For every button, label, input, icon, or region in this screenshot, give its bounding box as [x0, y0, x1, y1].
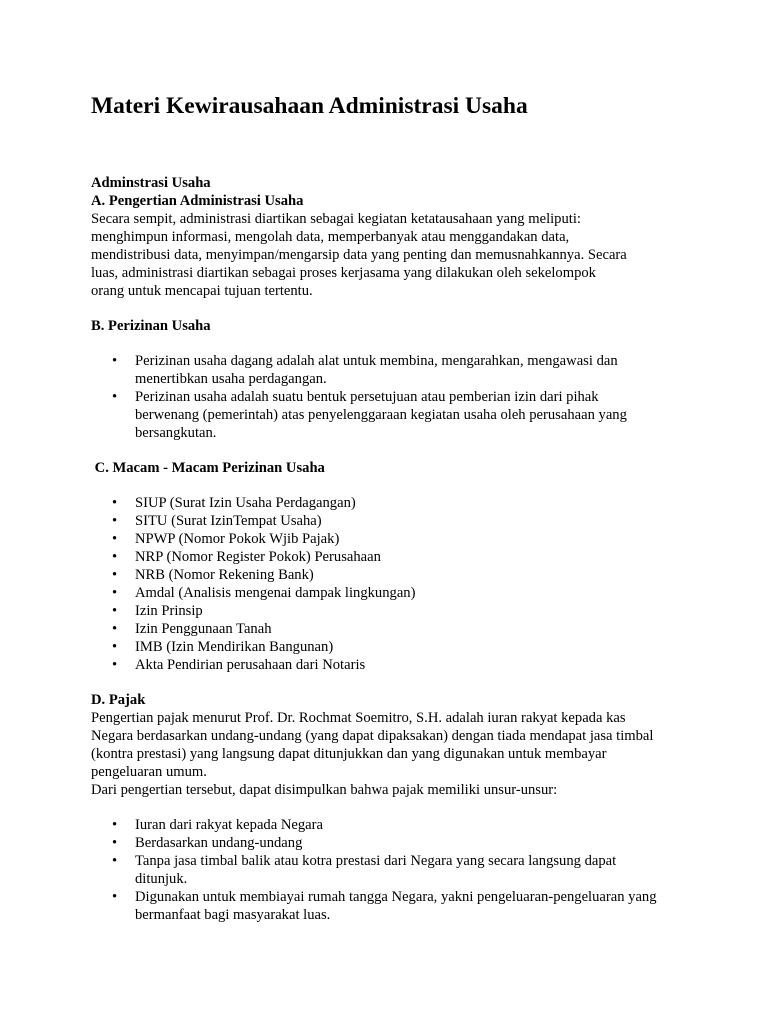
list-item-line: Tanpa jasa timbal balik atau kotra prestasi dari Negara yang secara langsung dapat: [135, 853, 617, 869]
list-item-line: Digunakan untuk membiayai rumah tangga Negara, yakni pengeluaran-pengeluaran yang: [135, 889, 657, 905]
section-d-line: Dari pengertian tersebut, dapat disimpulkan bahwa pajak memiliki unsur-unsur:: [91, 782, 558, 798]
list-item-line: Iuran dari rakyat kepada Negara: [135, 817, 323, 833]
bullet-icon: •: [112, 585, 118, 601]
page-title: Materi Kewirausahaan Administrasi Usaha: [91, 93, 528, 119]
list-item: [91, 352, 695, 388]
list-item: [91, 494, 695, 512]
list-item-text: NRB (Nomor Rekening Bank): [135, 567, 314, 583]
list-item: [91, 834, 695, 852]
list-item: [91, 620, 695, 638]
list-item: [91, 638, 695, 656]
section-a-line: luas, administrasi diartikan sebagai proses kerjasama yang dilakukan oleh sekelompok: [91, 265, 596, 281]
bullet-icon: •: [112, 513, 118, 529]
bullet-icon: •: [112, 853, 118, 869]
list-item-text: IMB (Izin Mendirikan Bangunan): [135, 639, 334, 655]
list-item: [91, 530, 695, 548]
section-c-heading: C. Macam - Macam Perizinan Usaha: [91, 460, 325, 476]
bullet-icon: •: [112, 353, 118, 369]
list-item: [91, 656, 695, 674]
list-item-text: Izin Penggunaan Tanah: [135, 621, 272, 637]
section-d-line: Pengertian pajak menurut Prof. Dr. Rochmat Soemitro, S.H. adalah iuran rakyat kepada kas: [91, 710, 626, 726]
section-a-paragraph: [91, 210, 691, 300]
list-item-line: Berdasarkan undang-undang: [135, 835, 303, 851]
bullet-icon: •: [112, 657, 118, 673]
section-d-paragraph: [91, 709, 691, 799]
list-item: [91, 888, 695, 924]
list-item: [91, 816, 695, 834]
section-a-heading: A. Pengertian Administrasi Usaha: [91, 193, 304, 209]
list-item-text: Akta Pendirian perusahaan dari Notaris: [135, 657, 366, 673]
section-d-line: (kontra prestasi) yang langsung dapat ditunjukkan dan yang digunakan untuk membayar: [91, 746, 607, 762]
section-b-heading: B. Perizinan Usaha: [91, 318, 211, 334]
list-item: [91, 584, 695, 602]
bullet-icon: •: [112, 817, 118, 833]
section-d-heading: D. Pajak: [91, 692, 146, 708]
bullet-icon: •: [112, 621, 118, 637]
list-item: [91, 566, 695, 584]
list-item-line: ditunjuk.: [135, 871, 188, 887]
list-item-text: SIUP (Surat Izin Usaha Perdagangan): [135, 495, 356, 511]
list-item: [91, 852, 695, 888]
bullet-icon: •: [112, 889, 118, 905]
section-a-line: Secara sempit, administrasi diartikan sebagai kegiatan ketatausahaan yang meliputi:: [91, 211, 581, 227]
section-d-line: Negara berdasarkan undang-undang (yang dapat dipaksakan) dengan tiada mendapat jasa timbal: [91, 728, 654, 744]
list-item-line: berwenang (pemerintah) atas penyelenggaraan kegiatan usaha oleh perusahaan yang: [135, 407, 627, 423]
list-item-line: Perizinan usaha adalah suatu bentuk persetujuan atau pemberian izin dari pihak: [135, 389, 599, 405]
list-item-line: Perizinan usaha dagang adalah alat untuk membina, mengarahkan, mengawasi dan: [135, 353, 618, 369]
section-d-line: pengeluaran umum.: [91, 764, 207, 780]
bullet-icon: •: [112, 531, 118, 547]
list-item: [91, 602, 695, 620]
document-body: [91, 174, 691, 924]
bullet-icon: •: [112, 835, 118, 851]
list-item-text: SITU (Surat IzinTempat Usaha): [135, 513, 322, 529]
bullet-icon: •: [112, 603, 118, 619]
bullet-icon: •: [112, 389, 118, 405]
bullet-icon: •: [112, 567, 118, 583]
list-item-text: NPWP (Nomor Pokok Wjib Pajak): [135, 531, 340, 547]
list-item-line: bersangkutan.: [135, 425, 217, 441]
section-b-list: [91, 352, 691, 442]
section-c-list: [91, 494, 691, 674]
bullet-icon: •: [112, 495, 118, 511]
section-d-list: [91, 816, 691, 924]
list-item-text: Izin Prinsip: [135, 603, 203, 619]
bullet-icon: •: [112, 639, 118, 655]
list-item-text: NRP (Nomor Register Pokok) Perusahaan: [135, 549, 381, 565]
section-a-line: orang untuk mencapai tujuan tertentu.: [91, 283, 313, 299]
list-item-text: Amdal (Analisis mengenai dampak lingkungan): [135, 585, 416, 601]
section-a-line: mendistribusi data, menyimpan/mengarsip data yang penting dan memusnahkannya. Secara: [91, 247, 627, 263]
list-item: [91, 388, 695, 442]
list-item: [91, 548, 695, 566]
bullet-icon: •: [112, 549, 118, 565]
intro-heading: Adminstrasi Usaha: [91, 175, 211, 191]
list-item-line: menertibkan usaha perdagangan.: [135, 371, 327, 387]
list-item-line: bermanfaat bagi masyarakat luas.: [135, 907, 331, 923]
section-a-line: menghimpun informasi, mengolah data, memperbanyak atau menggandakan data,: [91, 229, 570, 245]
list-item: [91, 512, 695, 530]
